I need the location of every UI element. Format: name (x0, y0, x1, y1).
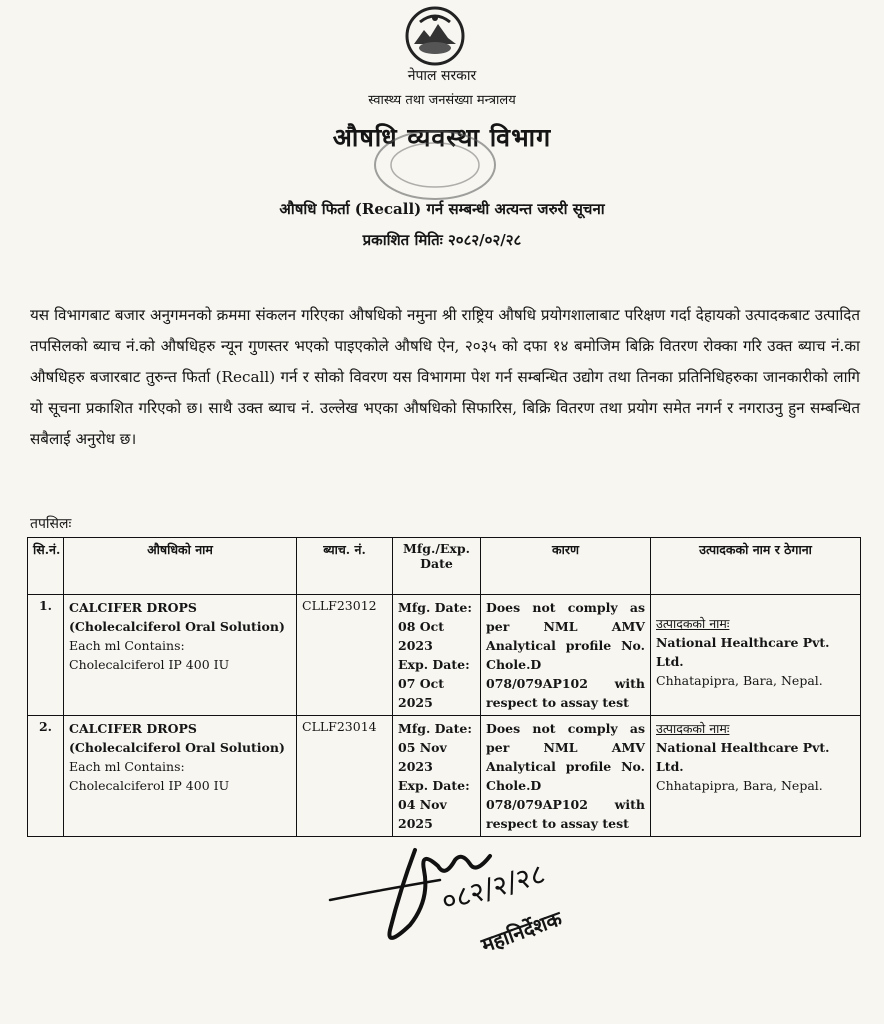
medicine-contains: Each ml Contains: (69, 759, 185, 774)
medicine-strength: Cholecalciferol IP 400 IU (69, 778, 230, 793)
header-batch: ब्याच. नं. (297, 538, 393, 595)
manufacturer-label: उत्पादकको नामः (656, 616, 730, 631)
table-row (28, 716, 861, 837)
medicine-contains: Each ml Contains: (69, 638, 185, 653)
medicine-name: CALCIFER DROPS (69, 600, 197, 615)
ministry-name: स्वास्थ्य तथा जनसंख्या मन्त्रालय (368, 93, 516, 108)
designation: महानिर्देशक (478, 906, 565, 958)
row-sn: 1. (28, 595, 64, 716)
medicine-cell (64, 595, 297, 716)
recall-table (27, 537, 861, 837)
exp-label: Exp. Date: (398, 657, 470, 672)
signature-date: ०८२/२/२८ (437, 856, 549, 918)
recall-reason: Does not comply as per NML AMV Analytical profile No. Chole.D 078/079AP102 with respect to assay test (481, 595, 651, 716)
annex-label: तपसिलः (30, 516, 72, 532)
header-dates: Mfg./Exp. Date (393, 538, 481, 595)
dates-cell (393, 716, 481, 837)
row-sn: 2. (28, 716, 64, 837)
batch-number: CLLF23012 (297, 595, 393, 716)
nepal-emblem-icon (400, 4, 470, 68)
medicine-cell (64, 716, 297, 837)
mfg-label: Mfg. Date: (398, 721, 472, 736)
manufacturer-cell (651, 595, 861, 716)
header-sn: सि.नं. (28, 538, 64, 595)
manufacturer-cell (651, 716, 861, 837)
header-medicine: औषधिको नाम (64, 538, 297, 595)
notice-title: औषधि फिर्ता (Recall) गर्न सम्बन्धी अत्यन्त जरुरी सूचना (279, 200, 605, 218)
mfg-date: 05 Nov 2023 (398, 740, 447, 774)
manufacturer-address: Chhatapipra, Bara, Nepal. (656, 673, 823, 688)
medicine-generic: (Cholecalciferol Oral Solution) (69, 740, 285, 755)
batch-number: CLLF23014 (297, 716, 393, 837)
exp-label: Exp. Date: (398, 778, 470, 793)
exp-date: 04 Nov 2025 (398, 797, 447, 831)
notice-body: यस विभागबाट बजार अनुगमनको क्रममा संकलन गरिएका औषधिको नमुना श्री राष्ट्रिय औषधि प्रयोगशालाबाट परिक्षण गर्दा देहायको उत्पादकबाट उत्पादित तपसिलको ब्याच नं.को औषधिहरु न्यून गुणस्तर भएको पाइएकोले औषधि ऐन, २०३५ को दफा १४ बमोजिम बिक्रि वितरण रोक्का गरि उक्त ब्याच नं.का औषधिहरु बजारबाट तुरुन्त फिर्ता (Recall) गर्न र सोको विवरण यस विभागमा पेश गर्न सम्बन्धित उद्योग तथा तिनका प्रतिनिधिहरुका जानकारीको लागि यो सूचना प्रकाशित गरिएको छ। साथै उक्त ब्याच नं. उल्लेख भएका औषधिको सिफारिस, बिक्रि वितरण तथा प्रयोग समेत नगर्न र नगराउनु हुन सम्बन्धित सबैलाई अनुरोध छ। (30, 306, 861, 448)
government-name: नेपाल सरकार (407, 68, 477, 84)
manufacturer-address: Chhatapipra, Bara, Nepal. (656, 778, 823, 793)
manufacturer-name: National Healthcare Pvt. Ltd. (656, 635, 830, 669)
table-header-row (28, 538, 861, 595)
table-row (28, 595, 861, 716)
mfg-label: Mfg. Date: (398, 600, 472, 615)
medicine-name: CALCIFER DROPS (69, 721, 197, 736)
medicine-generic: (Cholecalciferol Oral Solution) (69, 619, 285, 634)
manufacturer-name: National Healthcare Pvt. Ltd. (656, 740, 830, 774)
published-date: प्रकाशित मितिः २०८२/०२/२८ (362, 231, 522, 249)
office-stamp (350, 122, 520, 208)
mfg-date: 08 Oct 2023 (398, 619, 445, 653)
header-manufacturer: उत्पादकको नाम र ठेगाना (651, 538, 861, 595)
recall-reason: Does not comply as per NML AMV Analytical profile No. Chole.D 078/079AP102 with respect to assay test (481, 716, 651, 837)
dates-cell (393, 595, 481, 716)
department-name: औषधि व्यवस्था विभाग (332, 123, 552, 152)
exp-date: 07 Oct 2025 (398, 676, 445, 710)
manufacturer-label: उत्पादकको नामः (656, 721, 730, 736)
medicine-strength: Cholecalciferol IP 400 IU (69, 657, 230, 672)
header-reason: कारण (481, 538, 651, 595)
